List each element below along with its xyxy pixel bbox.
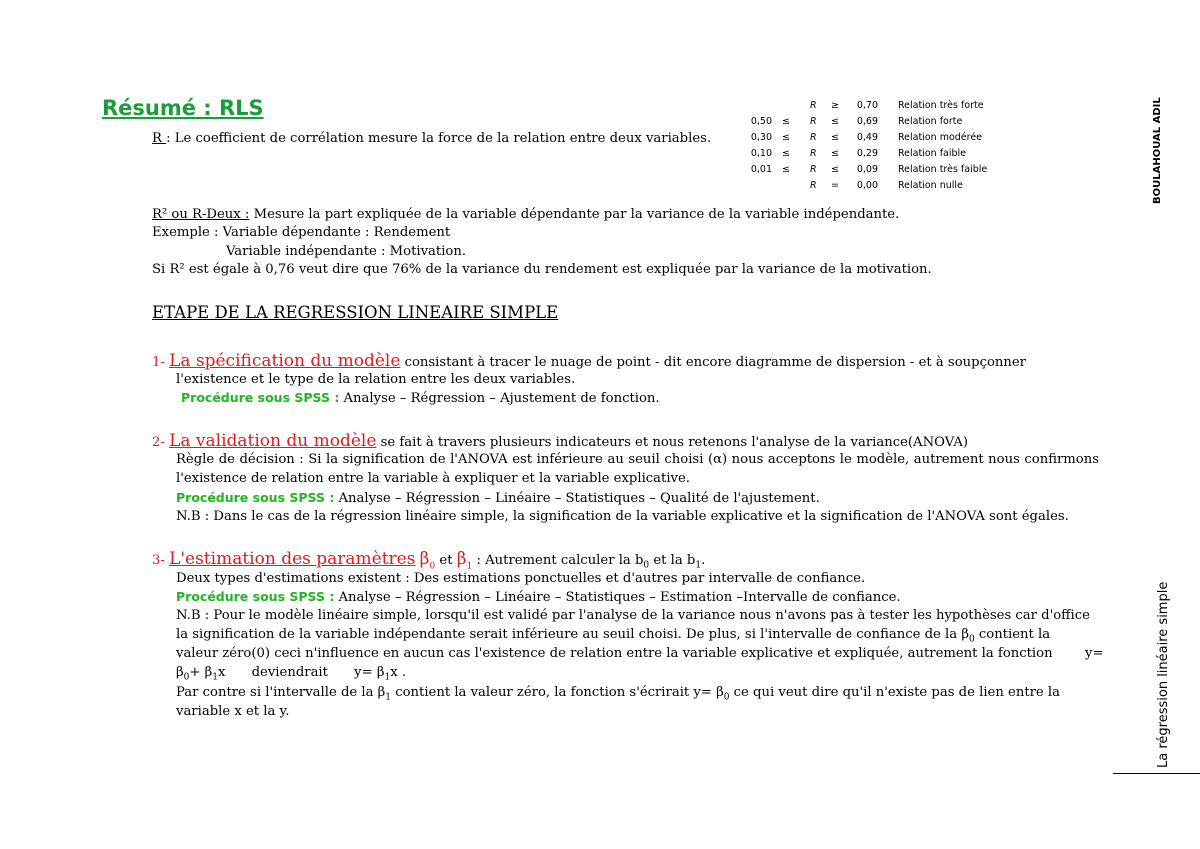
side-title: La régression linéaire simple: [1156, 581, 1171, 768]
step-3-note-line-2: la signification de la variable indépendante serait inférieure au seuil choisi. De plus, si l'intervalle de confiance de la $\beta_0$ contient la: [176, 627, 1051, 645]
step-text: se fait à travers plusieurs indicateurs et nous retenons l'analyse de la variance(ANOVA): [376, 435, 968, 450]
high-bound: 0,70: [856, 100, 878, 111]
beta-0: $\beta_0$: [419, 549, 436, 572]
variable: R: [810, 116, 817, 127]
r-definition: [152, 130, 711, 149]
step-number: 3-: [152, 553, 165, 568]
r-label: R: [152, 131, 167, 146]
variable: R: [810, 148, 817, 159]
relation-label: Relation très forte: [898, 100, 984, 111]
operator: ≤: [782, 164, 790, 175]
relation-label: Relation modérée: [898, 132, 983, 143]
step-2-note: N.B : Dans le cas de la régression linéaire simple, la signification de la variable explicative et la signification de l'ANOVA sont égales.: [176, 509, 1069, 524]
relation-label: Relation forte: [898, 116, 963, 127]
operator: ≤: [831, 148, 839, 159]
high-bound: 0,49: [856, 132, 878, 143]
step-text: consistant à tracer le nuage de point - dit encore diagramme de dispersion - et à soupçonner: [400, 355, 1026, 370]
variable: R: [810, 164, 817, 175]
low-bound: 0,30: [750, 132, 772, 143]
author-name: BOULAHOUAL ADIL: [1152, 97, 1163, 204]
relation-label: Relation nulle: [898, 180, 963, 191]
operator: =: [831, 180, 839, 191]
procedure-text: Analyse – Régression – Linéaire – Statistiques – Qualité de l'ajustement.: [334, 491, 820, 506]
procedure-text: Analyse – Régression – Ajustement de fonction.: [339, 391, 660, 406]
step-title: L'estimation des paramètres: [169, 549, 416, 569]
high-bound: 0,69: [856, 116, 878, 127]
relation-label: Relation faible: [898, 148, 967, 159]
beta-1: $\beta_1$: [456, 549, 473, 572]
divider: [1113, 773, 1200, 774]
variable: R: [810, 100, 817, 111]
r2-definition: [152, 206, 899, 225]
section-title: ETAPE DE LA REGRESSION LINEAIRE SIMPLE: [152, 303, 559, 322]
high-bound: 0,29: [856, 148, 878, 159]
operator: ≤: [831, 164, 839, 175]
step-number: 2-: [152, 435, 165, 450]
r2-interpretation: Si R² est égale à 0,76 veut dire que 76% de la variance du rendement est expliquée par la variance de la motivation.: [152, 262, 932, 277]
step-3-procedure: [176, 588, 901, 608]
low-bound: 0,10: [750, 148, 772, 159]
operator: ≤: [831, 132, 839, 143]
low-bound: 0,01: [750, 164, 772, 175]
operator: ≥: [831, 100, 839, 111]
step-3-note-line-6: variable x et la y.: [176, 704, 290, 719]
procedure-label: Procédure sous SPSS :: [176, 490, 335, 505]
step-3-note-line-1: N.B : Pour le modèle linéaire simple, lorsqu'il est validé par l'analyse de la variance nous n'avons pas à tester les hypothèses car d'office: [176, 608, 1090, 623]
procedure-label: Procédure sous SPSS :: [176, 589, 335, 604]
variable: R: [810, 132, 817, 143]
page-title: Résumé : RLS: [102, 96, 264, 120]
procedure-label: Procédure sous SPSS :: [181, 390, 340, 405]
r2-label: R² ou R-Deux :: [152, 207, 250, 222]
high-bound: 0,00: [856, 180, 878, 191]
step-2-rule: Règle de décision : Si la signification de l'ANOVA est inférieure au seuil choisi (α) nous acceptons le modèle, autrement nous confirmons l'existence de relation entre la variable à expliquer et la variable explicative.: [176, 452, 1099, 486]
r2-text: Mesure la part expliquée de la variable dépendante par la variance de la variable indépendante.: [249, 207, 900, 222]
step-title: La validation du modèle: [169, 431, 377, 451]
relation-label: Relation très faible: [898, 164, 988, 175]
r-text: : Le coefficient de corrélation mesure la force de la relation entre deux variables.: [166, 131, 712, 146]
step-3-formula-line: $\beta_0+ \beta_1x$ deviendrait $y= \beta_1x$ .: [176, 665, 407, 683]
step-1-procedure: [181, 389, 660, 409]
step-2-heading: [152, 432, 968, 453]
variable: R: [810, 180, 817, 191]
step-2-procedure: [176, 489, 820, 509]
step-title: La spécification du modèle: [169, 351, 401, 371]
operator: ≤: [831, 116, 839, 127]
step-3-heading: 3- L'estimation des paramètres $\beta_0$ et $\beta_1$ : Autrement calculer la $b_0$ et la $b_1$.: [152, 549, 706, 572]
step-3-types: Deux types d'estimations existent : Des estimations ponctuelles et d'autres par intervalle de confiance.: [176, 571, 866, 586]
step-1-text: l'existence et le type de la relation entre les deux variables.: [176, 372, 576, 387]
r2-example-1: Exemple : Variable dépendante : Rendement: [152, 225, 451, 240]
step-3-note-line-3-end: y=: [1085, 646, 1104, 661]
step-number: 1-: [152, 355, 165, 370]
step-3-note-line-5: Par contre si l'intervalle de la $\beta_1$ contient la valeur zéro, la fonction s'écrirait $y= \beta_0$ ce qui veut dire qu'il n'existe pas de lien entre la: [176, 685, 1061, 703]
high-bound: 0,09: [856, 164, 878, 175]
step-1-heading: [152, 352, 1026, 373]
low-bound: 0,50: [750, 116, 772, 127]
operator: ≤: [782, 132, 790, 143]
operator: ≤: [782, 116, 790, 127]
operator: ≤: [782, 148, 790, 159]
procedure-text: Analyse – Régression – Linéaire – Statistiques – Estimation –Intervalle de confiance.: [334, 590, 901, 605]
r2-example-2: Variable indépendante : Motivation.: [226, 244, 467, 259]
step-3-note-line-3: valeur zéro(0) ceci n'influence en aucun cas l'existence de relation entre la variable explicative et expliquée, autrement la fonction: [176, 646, 1053, 661]
